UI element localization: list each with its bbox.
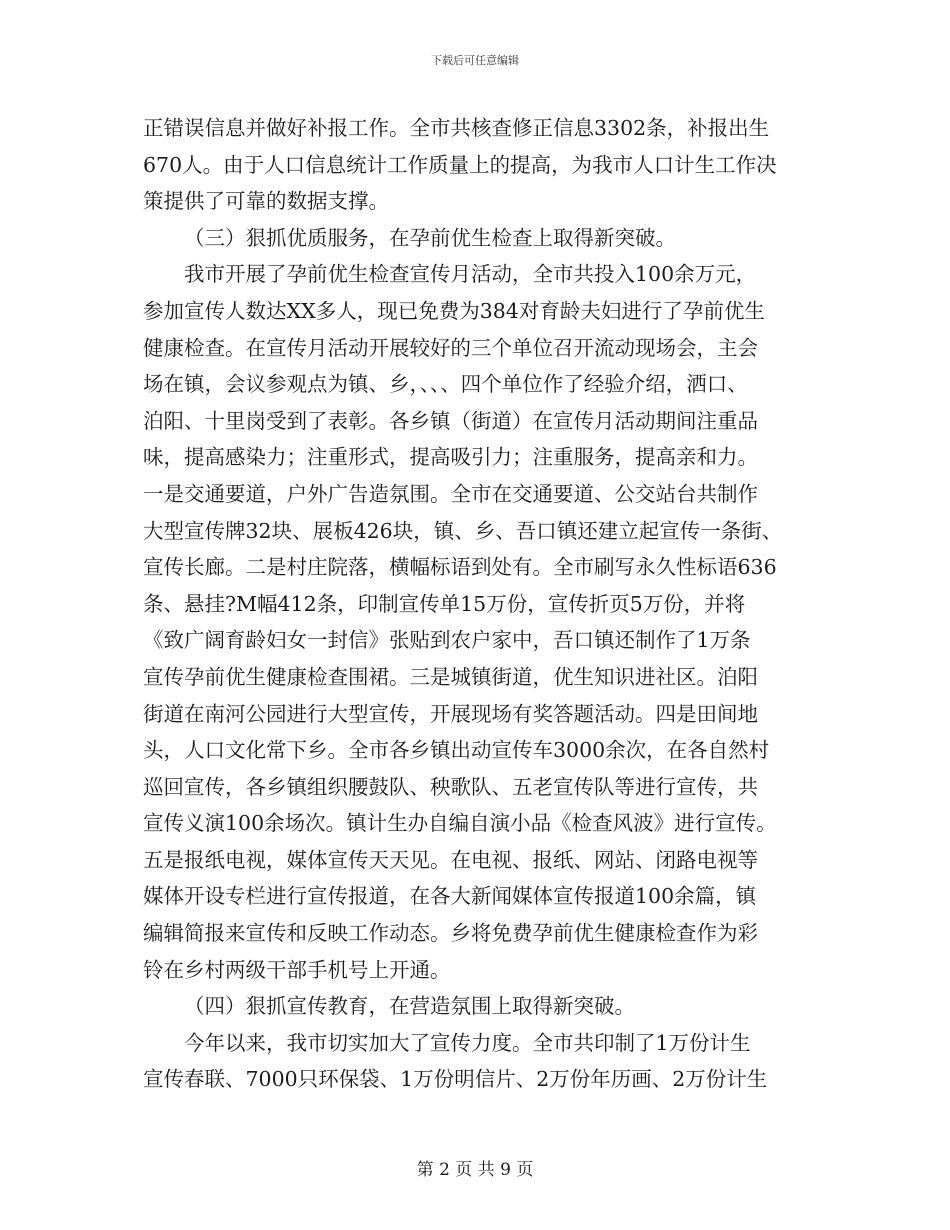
text-line: 巡回宣传，各乡镇组织腰鼓队、秧歌队、五老宣传队等进行宣传，共 [143,774,758,799]
text-line: 一是交通要道，户外广告造氛围。全市在交通要道、公交站台共制作 [143,481,758,506]
text-line: 大型宣传牌32块、展板426块，镇、乡、吾口镇还建立起宣传一条街、 [143,518,783,543]
text-line: 泊阳、十里岗受到了表彰。各乡镇（街道）在宣传月活动期间注重品 [143,408,758,433]
text-line: 五是报纸电视，媒体宣传天天见。在电视、报纸、网站、闭路电视等 [143,847,758,872]
text-line: 头，人口文化常下乡。全市各乡镇出动宣传车3000余次，在各自然村 [143,738,770,763]
section-heading: （四）狠抓宣传教育，在营造氛围上取得新突破。 [184,994,635,1019]
text-line: 场在镇，会议参观点为镇、乡，、、、四个单位作了经验介绍，洒口、 [143,372,748,397]
text-line: 味，提高感染力；注重形式，提高吸引力；注重服务，提高亲和力。 [143,445,758,470]
text-line: 参加宣传人数达XX多人，现已免费为384对育龄夫妇进行了孕前优生 [143,298,765,323]
text-line: 策提供了可靠的数据支撑。 [143,189,389,214]
paragraph-start-line: 我市开展了孕前优生检查宣传月活动，全市共投入100余万元， [184,262,757,287]
text-line: 健康检查。在宣传月活动开展较好的三个单位召开流动现场会，主会 [143,335,758,360]
text-line: 正错误信息并做好补报工作。全市共核查修正信息3302条，补报出生 [143,116,770,140]
document-body [143,110,813,1098]
text-line: 铃在乡村两级干部手机号上开通。 [143,957,451,982]
text-line: 670人。由于人口信息统计工作质量上的提高，为我市人口计生工作决 [143,152,777,177]
text-line: 宣传春联、7000只环保袋、1万份明信片、2万份年历画、2万份计生 [143,1067,768,1092]
paragraph-start-line: 今年以来，我市切实加大了宣传力度。全市共印制了1万份计生 [184,1030,751,1055]
page-header: 下载后可任意编辑 [431,54,519,67]
page-number-footer: 第 2 页 共 9 页 [416,1160,534,1180]
text-line: 宣传义演100余场次。镇计生办自编自演小品《检查风波》进行宣传。 [143,811,777,836]
text-line: 条、悬挂?M幅412条，印制宣传单15万份，宣传折页5万份，并将 [143,591,746,616]
text-line: 宣传长廊。二是村庄院落，横幅标语到处有。全市刷写永久性标语636 [143,555,777,580]
text-line: 街道在南河公园进行大型宣传，开展现场有奖答题活动。四是田间地 [143,701,758,726]
text-line: 《致广阔育龄妇女一封信》张贴到农户家中，吾口镇还制作了1万条 [143,628,751,653]
text-line: 媒体开设专栏进行宣传报道，在各大新闻媒体宣传报道100余篇，镇 [143,884,757,909]
text-line: 宣传孕前优生健康检查围裙。三是城镇街道，优生知识进社区。泊阳 [143,664,758,689]
text-line: 编辑简报来宣传和反映工作动态。乡将免费孕前优生健康检查作为彩 [143,921,758,946]
section-heading: （三）狠抓优质服务，在孕前优生检查上取得新突破。 [184,225,676,250]
